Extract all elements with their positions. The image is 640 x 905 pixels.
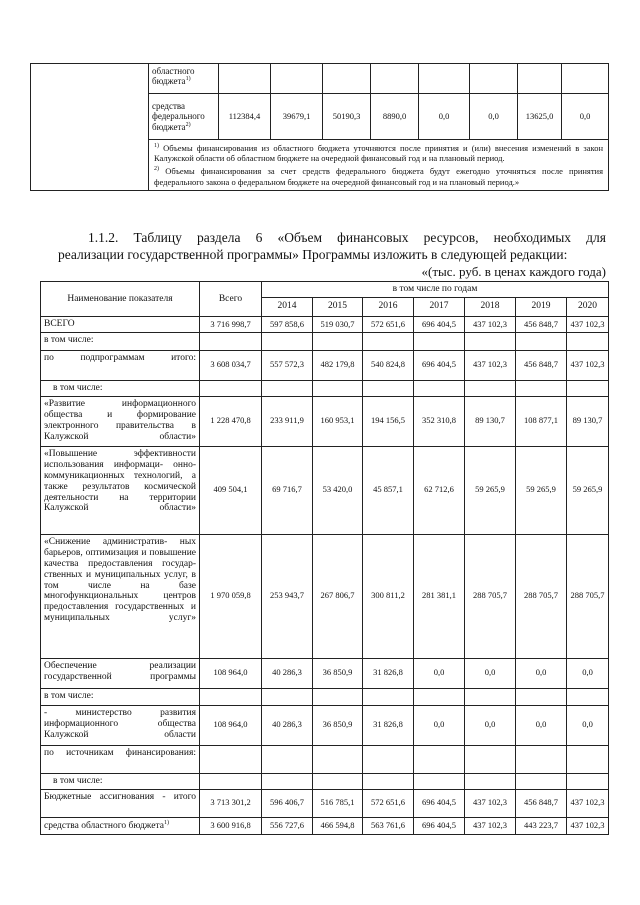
year-value-cell: 456 848,7 xyxy=(516,316,567,332)
row-label: ВСЕГО xyxy=(41,316,200,332)
year-value-cell: 437 102,3 xyxy=(567,350,609,380)
table-row xyxy=(41,396,609,446)
year-value-cell: 437 102,3 xyxy=(567,817,609,834)
year-value-cell: 281 381,1 xyxy=(414,534,465,658)
year-value-cell: 437 102,3 xyxy=(567,316,609,332)
table-row xyxy=(41,380,609,396)
table-row xyxy=(41,316,609,332)
year-value-cell: 437 102,3 xyxy=(465,316,516,332)
value-cell: 112384,4 xyxy=(219,94,271,140)
total-value-cell: 3 600 916,8 xyxy=(200,817,262,834)
year-value-cell: 0,0 xyxy=(414,658,465,688)
total-value-cell: 3 716 998,7 xyxy=(200,316,262,332)
year-value-cell: 36 850,9 xyxy=(313,705,363,745)
total-value-cell: 3 608 034,7 xyxy=(200,350,262,380)
units-note: «(тыс. руб. в ценах каждого года) xyxy=(421,264,606,279)
year-value-cell: 31 826,8 xyxy=(363,705,414,745)
total-value-cell: 108 964,0 xyxy=(200,705,262,745)
year-value-cell: 352 310,8 xyxy=(414,396,465,446)
year-value-cell: 696 404,5 xyxy=(414,817,465,834)
year-value-cell: 59 265,9 xyxy=(465,446,516,534)
value-cell: 0,0 xyxy=(470,94,518,140)
year-value-cell: 696 404,5 xyxy=(414,789,465,817)
year-value-cell: 160 953,1 xyxy=(313,396,363,446)
year-value-cell: 0,0 xyxy=(465,705,516,745)
year-value-cell: 267 806,7 xyxy=(313,534,363,658)
year-header: 2020 xyxy=(567,297,609,316)
year-value-cell: 696 404,5 xyxy=(414,316,465,332)
paragraph-line: 1.1.2. Таблицу раздела 6 «Объем финансовых ресурсов, необходимых для xyxy=(88,230,606,245)
year-value-cell: 40 286,3 xyxy=(262,658,313,688)
table-row xyxy=(41,350,609,380)
paragraph-line: реализации государственной программы» Программы изложить в следующей редакции: xyxy=(58,247,568,262)
row-label: в том числе: xyxy=(41,773,200,789)
year-value-cell: 540 824,8 xyxy=(363,350,414,380)
year-header: 2015 xyxy=(313,297,363,316)
year-header: 2017 xyxy=(414,297,465,316)
year-value-cell: 456 848,7 xyxy=(516,789,567,817)
row-label: областного бюджета$^{1)}$ xyxy=(149,64,219,94)
table-row xyxy=(41,332,609,350)
year-value-cell: 59 265,9 xyxy=(516,446,567,534)
table-row xyxy=(41,688,609,705)
table-row xyxy=(41,446,609,534)
value-cell: 0,0 xyxy=(419,94,470,140)
row-label: средства федерального бюджета$^{2)}$ xyxy=(149,94,219,140)
table-row xyxy=(41,773,609,789)
year-value-cell: 53 420,0 xyxy=(313,446,363,534)
row-label: в том числе: xyxy=(41,380,200,396)
year-value-cell: 194 156,5 xyxy=(363,396,414,446)
year-value-cell: 557 572,3 xyxy=(262,350,313,380)
table-row xyxy=(31,64,609,94)
table-row xyxy=(41,817,609,834)
year-value-cell: 300 811,2 xyxy=(363,534,414,658)
year-header: 2014 xyxy=(262,297,313,316)
year-value-cell: 596 406,7 xyxy=(262,789,313,817)
year-value-cell: 69 716,7 xyxy=(262,446,313,534)
year-value-cell: 288 705,7 xyxy=(465,534,516,658)
year-value-cell: 437 102,3 xyxy=(567,789,609,817)
value-cell: 0,0 xyxy=(562,94,609,140)
total-value-cell: 409 504,1 xyxy=(200,446,262,534)
total-value-cell: 1 970 059,8 xyxy=(200,534,262,658)
row-label: «Снижение административ- ных барьеров, оптимизация и повышение качества предоставления государ- ственных и муниципальных услуг, в том числе на базе многофункциональных центров предоставления государственных и муниципальных услуг» xyxy=(41,534,200,658)
year-value-cell: 40 286,3 xyxy=(262,705,313,745)
row-label: по источникам финансирования: xyxy=(41,745,200,773)
year-value-cell: 556 727,6 xyxy=(262,817,313,834)
year-value-cell: 0,0 xyxy=(414,705,465,745)
row-label: «Повышение эффективности использования информаци- онно-коммуникационных технологий, а также результатов космической деятельности на территории Калужской области» xyxy=(41,446,200,534)
year-header: 2019 xyxy=(516,297,567,316)
year-value-cell: 597 858,6 xyxy=(262,316,313,332)
table-row xyxy=(41,705,609,745)
financing-table xyxy=(40,281,609,835)
column-header: в том числе по годам xyxy=(262,282,609,298)
column-header: Всего xyxy=(200,282,262,317)
empty-cell xyxy=(31,64,149,191)
year-value-cell: 45 857,1 xyxy=(363,446,414,534)
value-cell: 39679,1 xyxy=(271,94,323,140)
total-value-cell: 1 228 470,8 xyxy=(200,396,262,446)
value-cell: 13625,0 xyxy=(518,94,562,140)
total-value-cell: 108 964,0 xyxy=(200,658,262,688)
value-cell: 50190,3 xyxy=(323,94,371,140)
year-value-cell: 437 102,3 xyxy=(465,789,516,817)
row-label: в том числе: xyxy=(41,688,200,705)
year-value-cell: 62 712,6 xyxy=(414,446,465,534)
year-value-cell: 563 761,6 xyxy=(363,817,414,834)
year-value-cell: 0,0 xyxy=(465,658,516,688)
header-row xyxy=(41,282,609,298)
year-value-cell: 31 826,8 xyxy=(363,658,414,688)
row-label: Обеспечение реализации государственной программы xyxy=(41,658,200,688)
table-row xyxy=(41,534,609,658)
footnote-2: $^{2)}$ Объемы финансирования за счет средств федерального бюджета будут ежегодно уточняться после принятия федерального закона о федеральном бюджете на очередной финансовый год и на плановый период.» xyxy=(154,166,603,187)
year-value-cell: 59 265,9 xyxy=(567,446,609,534)
year-header: 2016 xyxy=(363,297,414,316)
row-label: Бюджетные ассигнования - итого xyxy=(41,789,200,817)
year-value-cell: 443 223,7 xyxy=(516,817,567,834)
year-value-cell: 482 179,8 xyxy=(313,350,363,380)
year-value-cell: 108 877,1 xyxy=(516,396,567,446)
year-value-cell: 89 130,7 xyxy=(465,396,516,446)
previous-table-fragment xyxy=(30,63,609,191)
year-header: 2018 xyxy=(465,297,516,316)
year-value-cell: 696 404,5 xyxy=(414,350,465,380)
total-value-cell: 3 713 301,2 xyxy=(200,789,262,817)
year-value-cell: 572 651,6 xyxy=(363,316,414,332)
year-value-cell: 36 850,9 xyxy=(313,658,363,688)
table-row xyxy=(41,745,609,773)
year-value-cell: 0,0 xyxy=(567,705,609,745)
value-cell: 8890,0 xyxy=(371,94,419,140)
year-value-cell: 437 102,3 xyxy=(465,817,516,834)
footnote-1: $^{1)}$ Объемы финансирования из областного бюджета уточняются после принятия и (или) внесения изменений в закон Калужской области об областном бюджете на очередной финансовый год и на плановый период. xyxy=(154,143,603,164)
table-row xyxy=(41,658,609,688)
year-value-cell: 516 785,1 xyxy=(313,789,363,817)
row-label: «Развитие информационного общества и формирование электронного правительства в Калужской области» xyxy=(41,396,200,446)
footnotes xyxy=(149,140,609,191)
year-value-cell: 437 102,3 xyxy=(465,350,516,380)
amendment-paragraph xyxy=(58,229,606,263)
column-header: Наименование показателя xyxy=(41,282,200,317)
row-label: в том числе: xyxy=(41,332,200,350)
year-value-cell: 519 030,7 xyxy=(313,316,363,332)
year-value-cell: 456 848,7 xyxy=(516,350,567,380)
year-value-cell: 572 651,6 xyxy=(363,789,414,817)
year-value-cell: 253 943,7 xyxy=(262,534,313,658)
year-value-cell: 0,0 xyxy=(567,658,609,688)
year-value-cell: 288 705,7 xyxy=(567,534,609,658)
year-value-cell: 233 911,9 xyxy=(262,396,313,446)
row-label: по подпрограммам итого: xyxy=(41,350,200,380)
row-label: средства областного бюджета$^{1)}$ xyxy=(41,817,200,834)
table-row xyxy=(41,789,609,817)
row-label: - министерство развития информационного общества Калужской области xyxy=(41,705,200,745)
year-value-cell: 0,0 xyxy=(516,705,567,745)
year-value-cell: 89 130,7 xyxy=(567,396,609,446)
year-value-cell: 466 594,8 xyxy=(313,817,363,834)
year-value-cell: 288 705,7 xyxy=(516,534,567,658)
year-value-cell: 0,0 xyxy=(516,658,567,688)
